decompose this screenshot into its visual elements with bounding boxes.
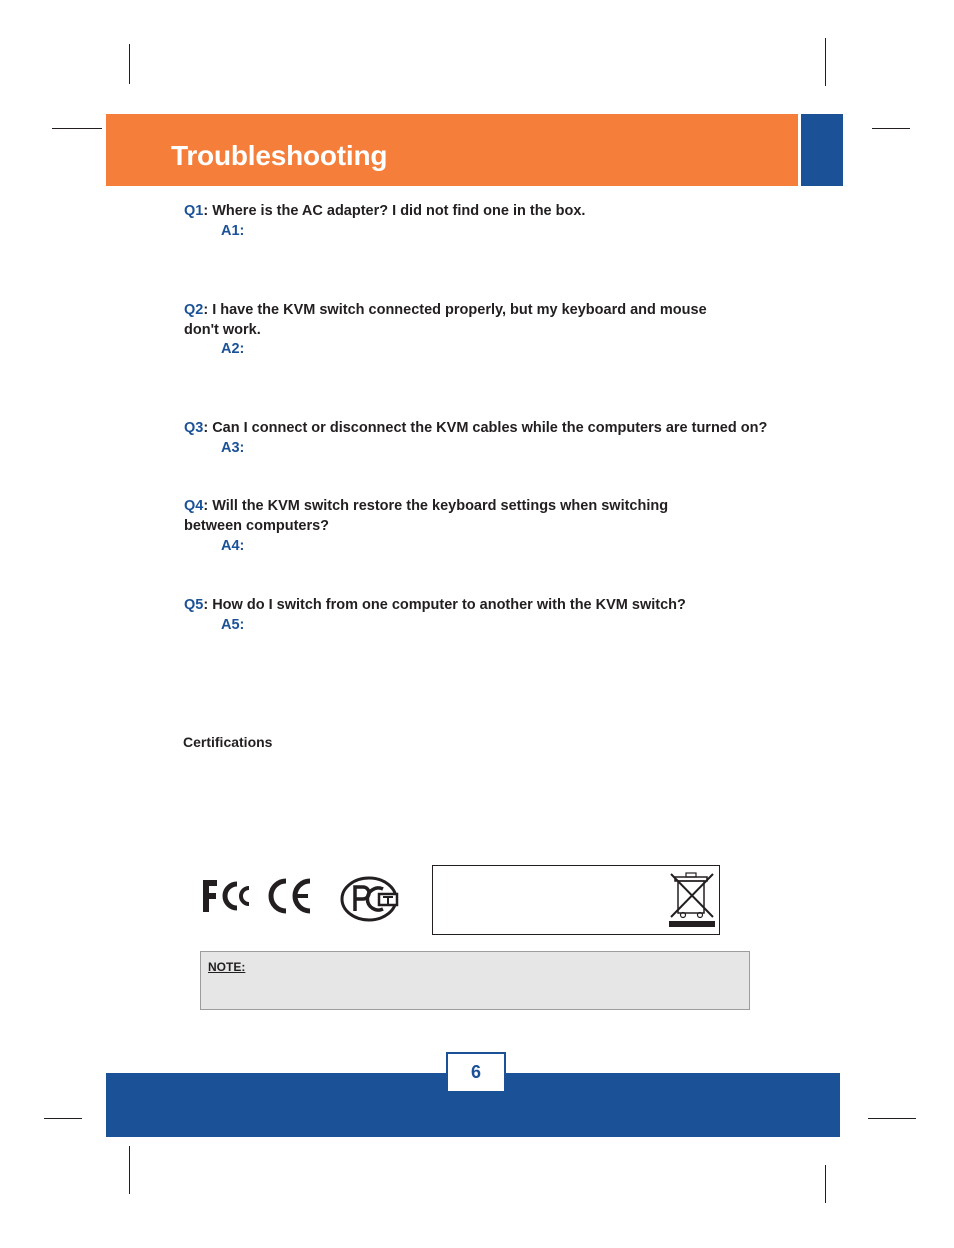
- weee-box: [432, 865, 720, 935]
- note-label: NOTE:: [208, 960, 246, 974]
- crop-mark: [129, 44, 130, 84]
- answer-label: A4:: [221, 538, 245, 554]
- question-label: Q2: [184, 302, 204, 318]
- ce-logo: [266, 877, 314, 920]
- crop-mark: [868, 1118, 916, 1119]
- question-2: Q2: I have the KVM switch connected properly, but my keyboard and mouse don't work.: [184, 302, 707, 338]
- question-1: Q1: Where is the AC adapter? I did not find one in the box.: [184, 203, 586, 219]
- question-3: Q3: Can I connect or disconnect the KVM cables while the computers are turned on?: [184, 420, 768, 436]
- page-title: Troubleshooting: [171, 140, 388, 171]
- crop-mark: [129, 1146, 130, 1194]
- page-number-box: [446, 1052, 506, 1093]
- crop-mark: [825, 1165, 826, 1203]
- question-label: Q4: [184, 498, 204, 514]
- pct-logo: [339, 875, 403, 928]
- weee-crossed-bin-icon: [669, 871, 715, 934]
- page-number: 6: [470, 1062, 481, 1082]
- crop-mark: [825, 38, 826, 86]
- header-bar: [106, 114, 798, 186]
- question-label: Q3: [184, 420, 204, 436]
- answer-label: A2:: [221, 341, 245, 357]
- note-box: [200, 951, 750, 1010]
- question-text: Can I connect or disconnect the KVM cables while the computers are turned on?: [212, 420, 768, 436]
- question-text: I have the KVM switch connected properly, but my keyboard and mouse don't work.: [184, 302, 707, 338]
- crop-mark: [872, 128, 910, 129]
- crop-mark: [44, 1118, 82, 1119]
- question-label: Q5: [184, 597, 204, 613]
- answer-label: A5:: [221, 617, 245, 633]
- question-5: Q5: How do I switch from one computer to another with the KVM switch?: [184, 597, 686, 613]
- answer-label: A3:: [221, 440, 245, 456]
- question-text: How do I switch from one computer to another with the KVM switch?: [212, 597, 686, 613]
- question-text: Where is the AC adapter? I did not find one in the box.: [212, 203, 586, 219]
- crop-mark: [52, 128, 102, 129]
- question-text: Will the KVM switch restore the keyboard settings when switching between computers?: [184, 498, 669, 534]
- certifications-heading: Certifications: [183, 734, 273, 750]
- question-label: Q1: [184, 203, 204, 219]
- fcc-logo: [201, 878, 253, 919]
- answer-label: A1:: [221, 223, 245, 239]
- header-tab: [801, 114, 843, 186]
- question-4: Q4: Will the KVM switch restore the keyboard settings when switching between computers?: [184, 498, 669, 534]
